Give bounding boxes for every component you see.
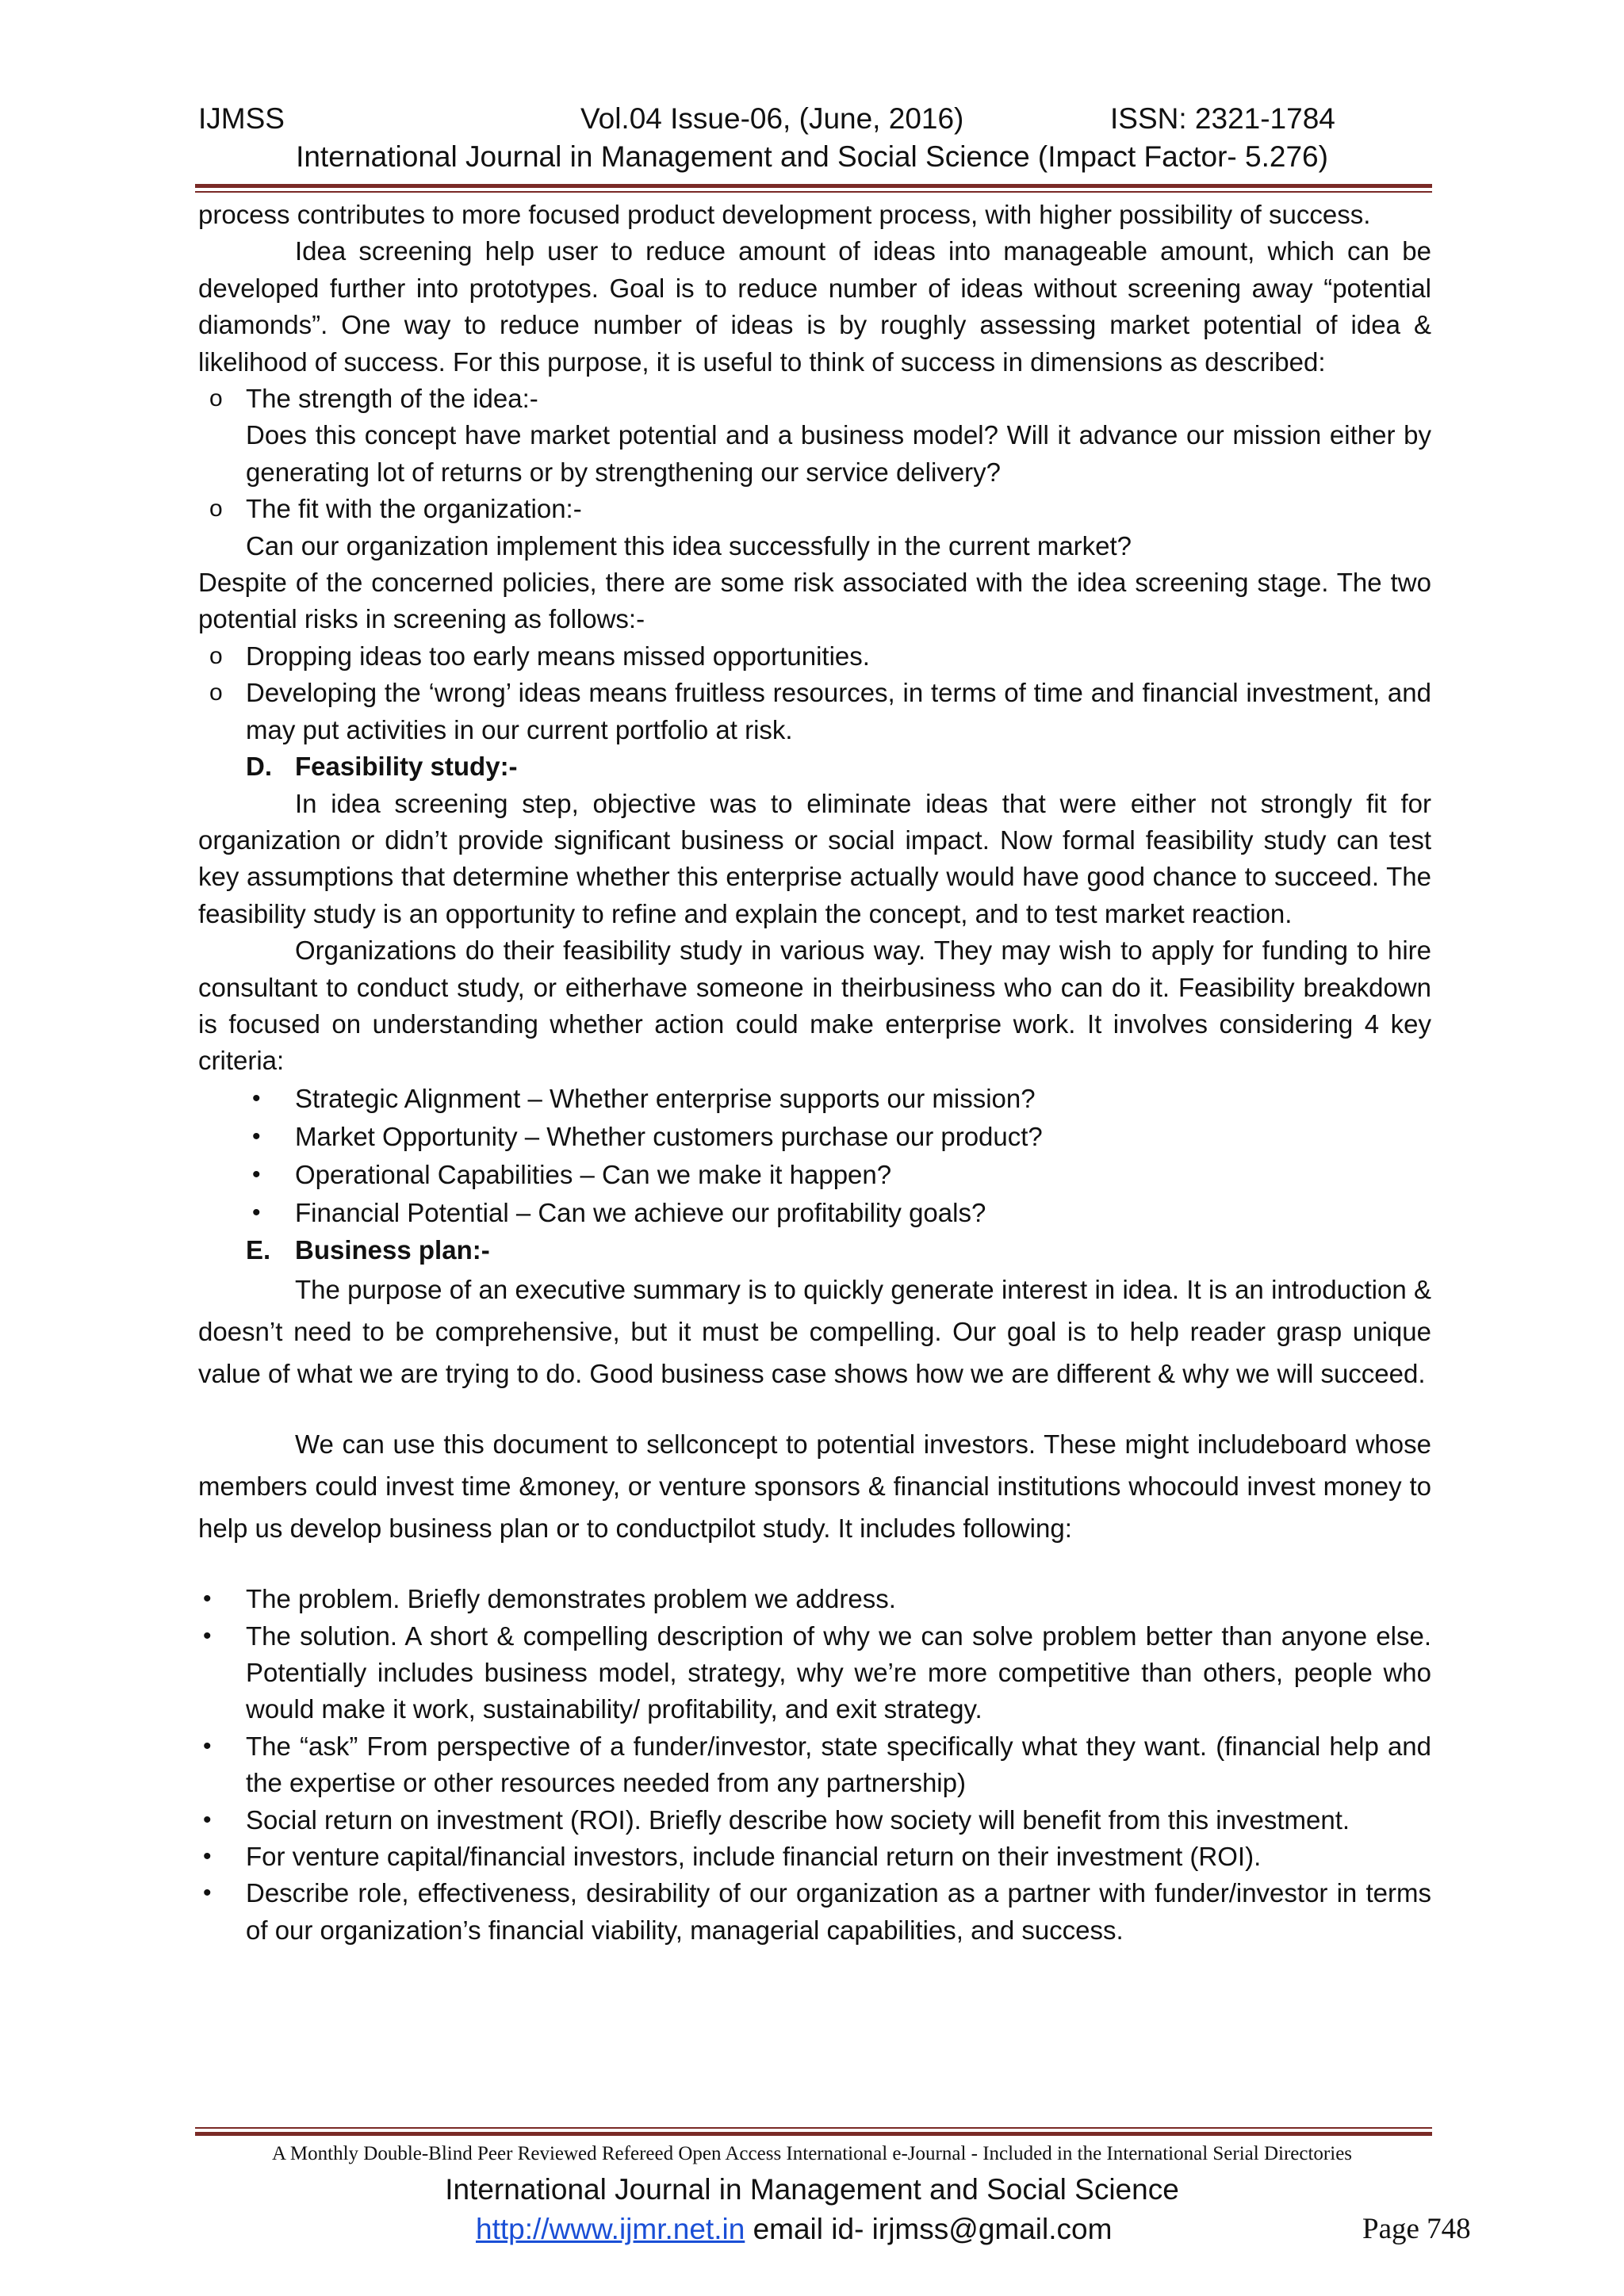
bullet-dot-icon: • xyxy=(203,1622,212,1649)
section-title: Business plan:- xyxy=(295,1234,490,1265)
bullet-dot-icon: • xyxy=(252,1199,261,1226)
footer-rule-thick xyxy=(195,2132,1432,2136)
criteria-list xyxy=(198,1080,1431,1232)
footer-journal-name: International Journal in Management and Social Science xyxy=(445,2173,1179,2206)
risks-list xyxy=(198,638,1431,748)
section-heading-business-plan xyxy=(198,1232,1431,1269)
journal-full-title: International Journal in Management and Social Science (Impact Factor- 5.276) xyxy=(296,140,1328,173)
list-item xyxy=(198,638,1431,675)
circle-outline-icon: o xyxy=(209,385,223,412)
footer-email: email id- irjmss@gmail.com xyxy=(745,2213,1113,2245)
risk-text: Developing the ‘wrong’ ideas means fruitless resources, in terms of time and financial investment, and may put activities in our current portfolio at risk. xyxy=(246,678,1431,744)
list-item: • Operational Capabilities – Can we make it happen? xyxy=(198,1156,1431,1194)
list-item: • Describe role, effectiveness, desirability of our organization as a partner with funder/investor in terms of our organization’s financial viability, managerial capabilities, and success. xyxy=(198,1875,1431,1949)
list-item: • Financial Potential – Can we achieve our profitability goals? xyxy=(198,1194,1431,1232)
bullet-dot-icon: • xyxy=(252,1161,261,1188)
paragraph-feasibility-2: Organizations do their feasibility study in various way. They may wish to apply for funding to hire consultant to conduct study, or eitherhave someone in theirbusiness who can do it. Feasibility breakdown is focused on understanding whether action could make enterprise work. It involves considering 4 key criteria: xyxy=(198,936,1431,1076)
journal-url-link[interactable]: http://www.ijmr.net.in xyxy=(476,2213,745,2245)
business-plan-list xyxy=(198,1581,1431,1949)
bullet-dot-icon: • xyxy=(203,1806,212,1833)
dimension-title: The fit with the organization:- xyxy=(246,494,582,524)
circle-outline-icon: o xyxy=(209,642,223,669)
risk-text: Dropping ideas too early means missed opportunities. xyxy=(246,641,870,671)
header-rule-thick xyxy=(195,184,1432,188)
list-item: • For venture capital/financial investors, include financial return on their investment (ROI). xyxy=(198,1839,1431,1875)
bullet-dot-icon: • xyxy=(203,1880,212,1907)
paragraph-business-1: The purpose of an executive summary is to quickly generate interest in idea. It is an introduction & doesn’t need to be comprehensive, but it must be compelling. Our goal is to help reader grasp unique value of what we are trying to do. Good business case shows how we are different & why we will succeed. xyxy=(198,1275,1431,1389)
page-number: Page 748 xyxy=(1362,2213,1471,2245)
bullet-dot-icon: • xyxy=(203,1843,212,1869)
list-item xyxy=(198,675,1431,748)
body-text xyxy=(198,197,1431,1949)
dimension-text: Can our organization implement this idea successfully in the current market? xyxy=(246,530,1132,561)
volume-info: Vol.04 Issue-06, (June, 2016) xyxy=(580,102,964,135)
bullet-dot-icon: • xyxy=(203,1732,212,1759)
section-letter: D. xyxy=(246,752,272,782)
success-dimensions-list xyxy=(198,381,1431,564)
paragraph-feasibility-1: In idea screening step, objective was to eliminate ideas that were either not strongly fit for organization or didn’t provide significant business or social impact. Now formal feasibility study can test key assumptions that determine whether this enterprise actually would have good chance to succeed. The feasibility study is an opportunity to refine and explain the concept, and to test market reaction. xyxy=(198,788,1431,928)
dimension-text: Does this concept have market potential and a business model? Will it advance our mission either by generating lot of returns or by strengthening our service delivery? xyxy=(246,420,1431,487)
list-item: • Strategic Alignment – Whether enterprise supports our mission? xyxy=(198,1080,1431,1118)
list-item: • The “ask” From perspective of a funder/investor, state specifically what they want. (financial help and the expertise or other resources needed from any partnership) xyxy=(198,1728,1431,1802)
list-item xyxy=(198,381,1431,491)
footer-rule-thin xyxy=(195,2127,1432,2129)
dimension-title: The strength of the idea:- xyxy=(246,384,538,414)
bullet-dot-icon: • xyxy=(252,1123,261,1150)
list-item: • Market Opportunity – Whether customers purchase our product? xyxy=(198,1118,1431,1156)
issn: ISSN: 2321-1784 xyxy=(1110,102,1335,135)
list-item: • Social return on investment (ROI). Briefly describe how society will benefit from this investment. xyxy=(198,1802,1431,1839)
bullet-dot-icon: • xyxy=(252,1085,261,1112)
list-item xyxy=(198,491,1431,564)
list-item: • The problem. Briefly demonstrates problem we address. xyxy=(198,1581,1431,1617)
section-title: Feasibility study:- xyxy=(295,752,518,782)
section-heading-feasibility xyxy=(198,748,1431,785)
paragraph-business-2: We can use this document to sellconcept to potential investors. These might includeboard whose members could invest time &money, or venture sponsors & financial institutions whocould invest money to help us develop business plan or to conductpilot study. It includes following: xyxy=(198,1429,1431,1544)
circle-outline-icon: o xyxy=(209,679,223,706)
paragraph-risks: Despite of the concerned policies, there are some risk associated with the idea screening stage. The two potential risks in screening as follows:- xyxy=(198,568,1431,634)
header-rule-thin xyxy=(195,191,1432,193)
circle-outline-icon: o xyxy=(209,496,223,522)
list-item: • The solution. A short & compelling description of why we can solve problem better than anyone else. Potentially includes business model, strategy, why we’re more competitive than others, people who would make it work, sustainability/ profitability, and exit strategy. xyxy=(198,1618,1431,1728)
bullet-dot-icon: • xyxy=(203,1586,212,1613)
footer-tagline: A Monthly Double-Blind Peer Reviewed Refereed Open Access International e-Journal - Included in the International Serial Directories xyxy=(271,2143,1353,2164)
paragraph-idea-screening: Idea screening help user to reduce amount of ideas into manageable amount, which can be developed further into prototypes. Goal is to reduce number of ideas without screening away “potential diamonds”. One way to reduce number of ideas is by roughly assessing market potential of idea & likelihood of success. For this purpose, it is useful to think of success in dimensions as described: xyxy=(198,236,1431,377)
journal-abbr: IJMSS xyxy=(198,102,285,135)
section-letter: E. xyxy=(246,1234,271,1265)
paragraph-continuation: process contributes to more focused product development process, with higher possibility of success. xyxy=(198,200,1371,229)
footer-contact xyxy=(476,2212,1112,2247)
